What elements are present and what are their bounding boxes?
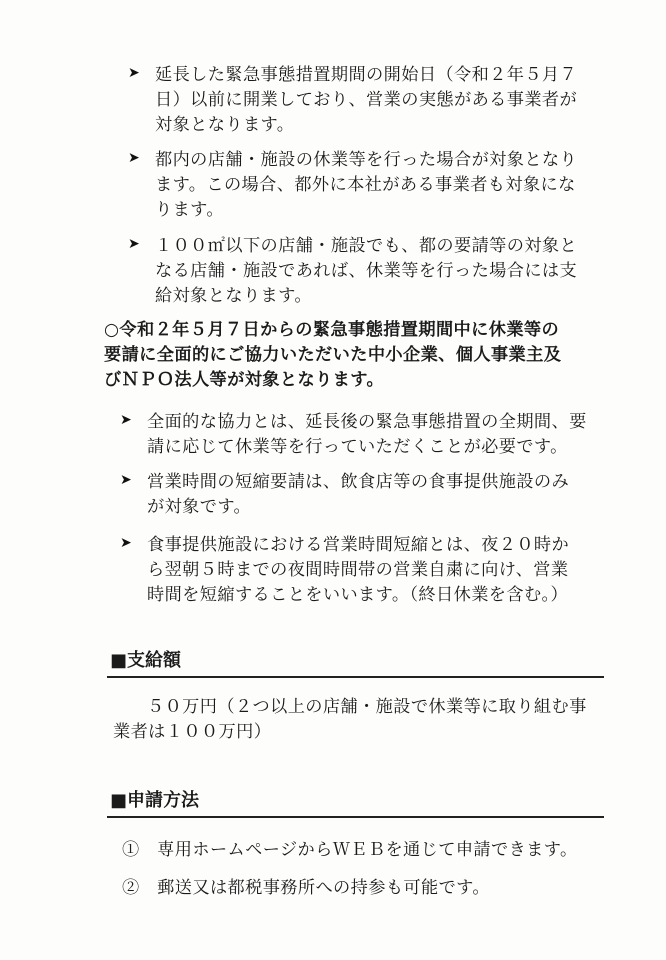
- text-line: 全面的な協力とは、延長後の緊急事態措置の全期間、要: [147, 412, 587, 432]
- section-divider: [107, 676, 604, 678]
- section-divider: [107, 816, 604, 818]
- arrowhead-bullet-icon: ➤: [120, 472, 132, 488]
- bullet-item: [120, 533, 590, 608]
- arrowhead-bullet-icon: ➤: [128, 150, 140, 166]
- arrowhead-bullet-icon: ➤: [128, 65, 140, 81]
- bullet-item: [120, 410, 590, 460]
- bullet-item: [128, 148, 598, 223]
- arrowhead-bullet-icon: ➤: [120, 412, 132, 428]
- text-line: びＮＰＯ法人等が対象となります。: [104, 370, 385, 390]
- text-line: 都内の店舗・施設の休業等を行った場合が対象となり: [155, 150, 578, 170]
- text-line: ります。: [155, 200, 224, 220]
- text-line: 給対象となります。: [155, 286, 312, 306]
- arrowhead-bullet-icon: ➤: [120, 535, 132, 551]
- amount-text: [113, 695, 603, 745]
- text-line: 対象となります。: [155, 115, 295, 135]
- text-line: 請に応じて休業等を行っていただくことが必要です。: [147, 437, 568, 457]
- text-line: ① 専用ホームページからＷＥＢを通じて申請できます。: [122, 840, 578, 860]
- text-line: なる店舗・施設であれば、休業等を行った場合には支: [155, 261, 578, 281]
- section-heading-apply: ■申請方法: [110, 790, 200, 811]
- bullet-item: [128, 63, 598, 138]
- apply-item: [122, 838, 602, 863]
- text-line: 食事提供施設における営業時間短縮とは、夜２０時か: [147, 535, 570, 555]
- text-line: ② 郵送又は都税事務所への持参も可能です。: [122, 878, 490, 898]
- text-line: 業者は１００万円）: [113, 722, 272, 742]
- text-line: ○令和２年５月７日からの緊急事態措置期間中に休業等の: [104, 320, 560, 340]
- section-heading-amount: ■支給額: [110, 650, 182, 671]
- text-line: 時間を短縮することをいいます。（終日休業を含む。）: [147, 585, 569, 605]
- text-line: 要請に全面的にご協力いただいた中小企業、個人事業主及: [104, 345, 562, 365]
- text-line: ます。この場合、都外に本社がある事業者も対象にな: [155, 175, 576, 195]
- text-line: 営業時間の短縮要請は、飲食店等の食事提供施設のみ: [147, 472, 570, 492]
- text-line: 延長した緊急事態措置期間の開始日（令和２年５月７: [155, 65, 578, 85]
- text-line: が対象です。: [147, 497, 252, 517]
- text-line: １００㎡以下の店舗・施設でも、都の要請等の対象と: [155, 236, 578, 256]
- text-line: ５０万円（２つ以上の店舗・施設で休業等に取り組む事: [147, 697, 587, 717]
- eligibility-summary: [104, 318, 604, 393]
- arrowhead-bullet-icon: ➤: [128, 236, 140, 252]
- text-line: 日）以前に開業しており、営業の実態がある事業者が: [155, 90, 578, 110]
- apply-item: [122, 876, 602, 901]
- text-line: ら翌朝５時までの夜間時間帯の営業自粛に向け、営業: [147, 560, 569, 580]
- bullet-item: [128, 234, 598, 309]
- bullet-item: [120, 470, 590, 520]
